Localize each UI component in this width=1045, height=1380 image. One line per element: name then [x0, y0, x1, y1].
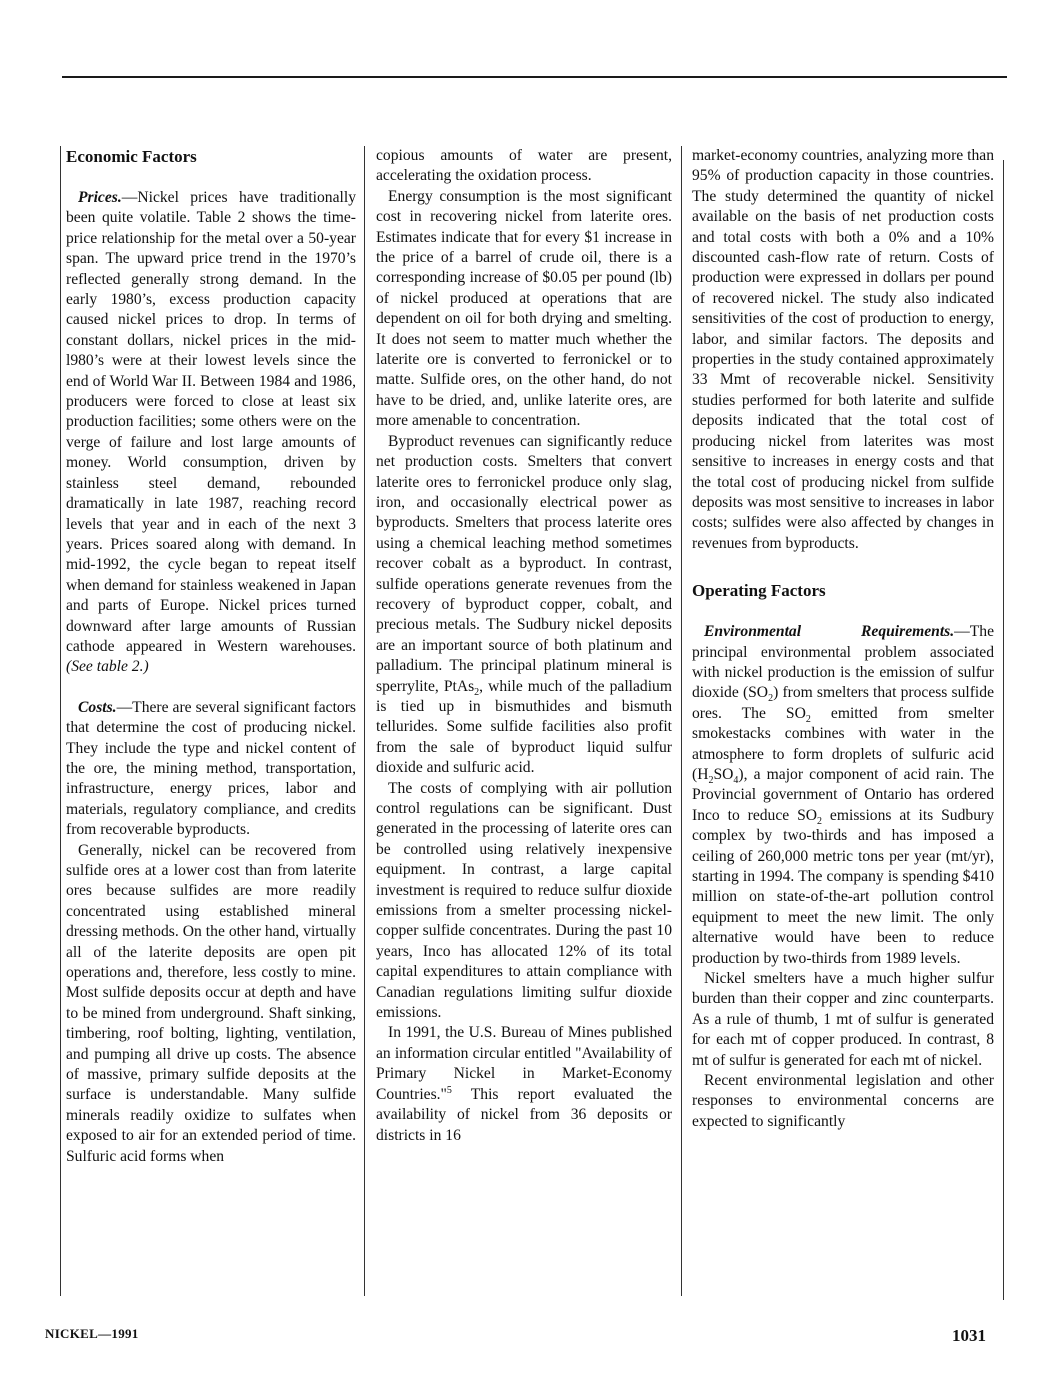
prices-body: —Nickel prices have traditionally been quite volatile. Table 2 shows the time-price relationship for the metal over a 50-year span. The upward price trend in the 1970’s reflected generally strong demand. In the early 1980’s, excess production capacity caused nickel prices to drop. In terms of constant dollars, nickel prices in the mid-l980’s were at their lowest levels since the end of World War II. Between 1984 and 1986, producers were forced to close at least six production facilities; some others were on the verge of failure and lost large amounts of money. World consumption, driven by stainless steel demand, rebounded dramatically in late 1987, reaching record levels that year and in each of the next 3 years. Prices soared along with demand. In mid-1992, the cycle began to repeat itself when demand for stainless weakened in Japan and parts of Europe. Nickel prices turned downward after large amounts of Russian cathode appeared in Western warehouses.: [66, 189, 356, 655]
study-paragraph: market-economy countries, analyzing more than 95% of production capacity in those countries. The study determined the quantity of nickel available on the basis of net production costs and total costs with both a 0% and a 10% discounted cash-flow rate of return. Costs of production were expressed in dollars per pound of recovered nickel. The study also indicated sensitivities of the cost of production to energy, labor, and similar factors. The deposits and properties in the study contained approximately 33 Mmt of recoverable nickel. Sensitivity studies performed for both laterite and sulfide deposits indicated that the total cost of producing nickel from laterites was most sensitive to increases in energy costs and that the total cost of producing nickel from sulfide deposits was most sensitive to increases in labor costs; sulfides were also affected by changes in revenues from byproducts.: [692, 147, 994, 552]
economic-factors-heading: Economic Factors: [66, 147, 197, 166]
recent-legislation-paragraph: Recent environmental legislation and other responses to environmental concerns are expected to significantly: [692, 1072, 994, 1130]
column-rule-left: [60, 146, 61, 1296]
column-2: [376, 146, 672, 1146]
byproduct-paragraph: Byproduct revenues can significantly reduce net production costs. Smelters that convert laterite ores to ferronickel produce only slag, iron, and occasionally electrical power as byproducts. Smelters that process laterite ores using a chemical leaching method sometimes recover cobalt as a byproduct. In contrast, sulfide operations generate revenues from the recovery of byproduct copper, cobalt, and precious metals. The Sudbury nickel deposits are an important source of both platinum and palladium. The principal platinum mineral is sperrylite, PtAs$_2$, while much of the palladium is tied up in bismuthides and bismuth tellurides. Some sulfide facilities also profit from the sale of byproduct liquid sulfur dioxide and sulfuric acid.: [376, 432, 672, 777]
column-1: [66, 146, 356, 1167]
environmental-paragraph: Environmental Requirements.—The principal environmental problem associated with nickel production is the emission of sulfur dioxide $(SO_2)$ from smelters that process sulfide ores. The $SO_2$ emitted from smelter smokestacks combines with water in the atmosphere to form droplets of sulfuric acid $(H_2SO_4)$, a major component of acid rain. The Provincial government of Ontario has ordered Inco to reduce $SO_2$ emissions at its Sudbury complex by two-thirds and has imposed a ceiling of 260,000 metric tons per year (mt/yr), starting in 1994. The company is spending $410 million on state-of-the-art pollution control equipment to meet the new limit. The only alternative would have been to reduce production by two-thirds from 1989 levels.: [692, 623, 994, 967]
generally-paragraph: Generally, nickel can be recovered from sulfide ores at a lower cost than from laterite ores because sulfides are more readily concentrated using established mineral dressing methods. On the other hand, virtually all of the laterite deposits are open pit operations and, therefore, less costly to mine. Most sulfide deposits occur at depth and have to be mined from underground. Shaft sinking, timbering, roof bolting, lighting, ventilation, and pumping all drive up costs. The absence of massive, primary sulfide deposits at the surface is understandable. Many sulfide minerals readily oxidize to sulfates when exposed to air for an extended period of time. Sulfuric acid forms when: [66, 841, 356, 1165]
costs-paragraph: [66, 698, 356, 841]
costs-body: —There are several significant factors that determine the cost of producing nickel. They include the type and nickel content of the ore, the mining method, transportation, infrastructure, energy prices, labor and materials, regulatory compliance, and credits from recoverable byproducts.: [66, 698, 356, 839]
column-rule-middle-right: [681, 146, 682, 1296]
prices-subheading: Prices.: [78, 189, 122, 206]
top-rule: [62, 76, 1007, 78]
environmental-subheading: Environmental Requirements.: [704, 623, 955, 641]
prices-table-ref: (See table 2.): [66, 658, 149, 676]
continued-paragraph: copious amounts of water are present, accelerating the oxidation process.: [376, 147, 672, 185]
costs-subheading: Costs.: [78, 698, 117, 716]
column-rule-middle-left: [364, 146, 365, 1296]
smelters-paragraph: Nickel smelters have a much higher sulfur burden than their copper and zinc counterparts. As a rule of thumb, 1 mt of sulfur is generated for each mt of copper produced. In contrast, 8 mt of sulfur is generated for each mt of nickel.: [692, 970, 994, 1069]
running-footer: NICKEL—1991: [45, 1326, 139, 1341]
column-3: [692, 146, 994, 1132]
bureau-paragraph: In 1991, the U.S. Bureau of Mines published an information circular entitled "Availability of Primary Nickel in Market-Economy Countries."$^5$ This report evaluated the availability of nickel from 36 deposits or districts in 16: [376, 1024, 672, 1144]
air-pollution-paragraph: The costs of complying with air pollution control regulations can be significant. Dust generated in the processing of laterite ores can be controlled using relatively inexpensive equipment. In contrast, a large capital investment is required to reduce sulfur dioxide emissions from a smelter processing nickel-copper sulfide concentrates. During the past 10 years, Inco has allocated 12% of its total capital expenditures to attain compliance with Canadian regulations limiting sulfur dioxide emissions.: [376, 779, 672, 1022]
energy-paragraph: Energy consumption is the most significant cost in recovering nickel from laterite ores. Estimates indicate that for every $1 increase in the price of a barrel of crude oil, there is a corresponding increase of $0.05 per pound (lb) of nickel produced at operations that are dependent on oil for both drying and smelting. It does not seem to matter much whether the laterite ore is converted to ferronickel or to matte. Sulfide ores, on the other hand, do not have to be dried, and, unlike laterite ores, are more amenable to concentration.: [376, 187, 672, 430]
footnote-ref: 5: [446, 1084, 452, 1096]
column-rule-right: [1003, 160, 1004, 1300]
operating-factors-heading: Operating Factors: [692, 581, 826, 601]
prices-paragraph: [66, 188, 356, 678]
page-number: 1031: [952, 1326, 986, 1345]
